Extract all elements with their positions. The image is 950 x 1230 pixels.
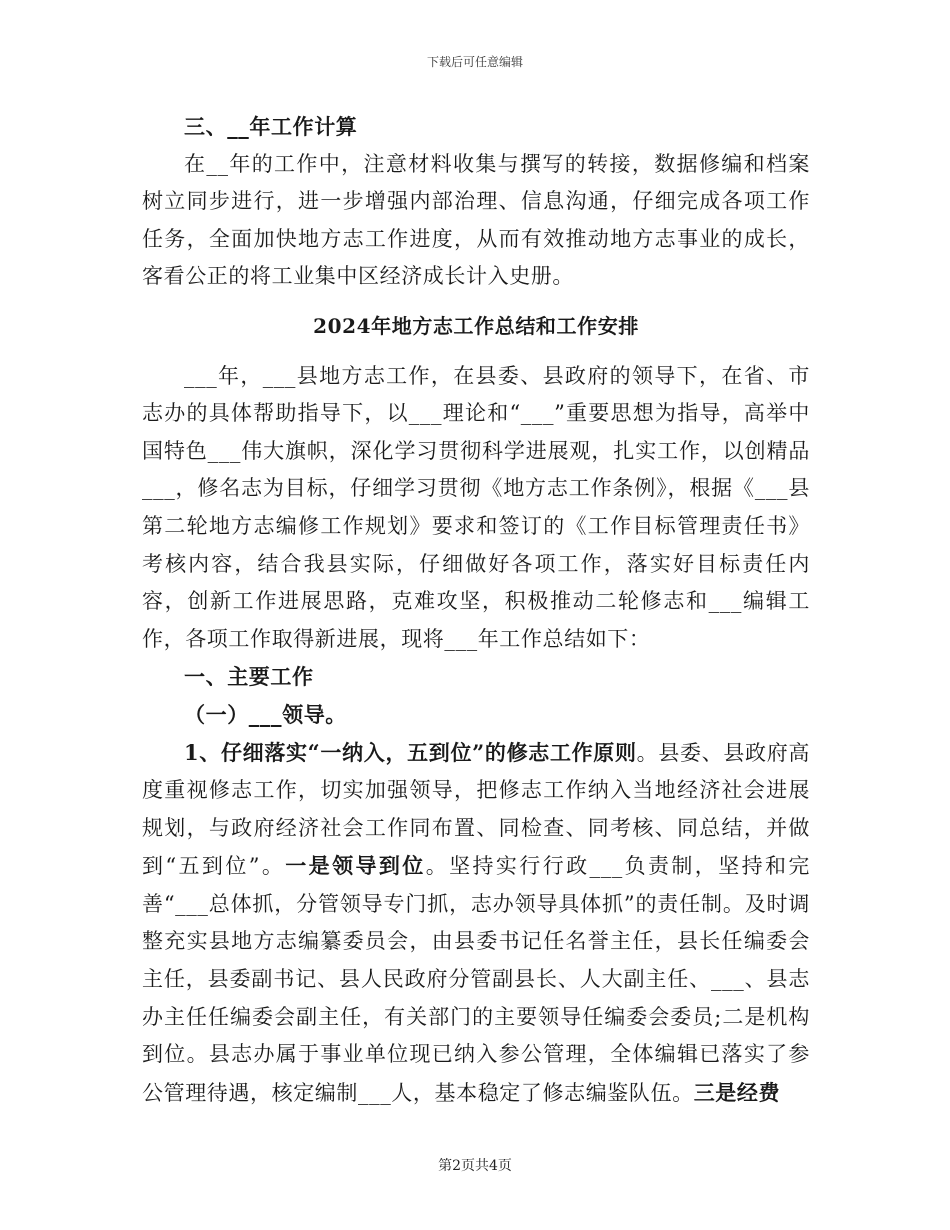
item1-text-a: 。县委、县政府高度重视修志工作，切实加强领导，把修志工作纳入当地经济社会进展规划，与政府经济社会工作同布置、同检查、同考核、同总结，并做到“五到位”。 [142,740,810,879]
intro-paragraph: ___年，___县地方志工作，在县委、县政府的领导下，在省、市志办的具体帮助指导下，以___理论和“___”重要思想为指导，高举中国特色___伟大旗帜，深化学习贯彻科学进展观，扎实工作，以创精品___，修名志为目标，仔细学习贯彻《地方志工作条例》，根据《___县第二轮地方志编修工作规划》要求和签订的《工作目标管理责任书》考核内容，结合我县实际，仔细做好各项工作，落实好目标责任内容，创新工作进展思路，克难攻坚，积极推动二轮修志和___编辑工作，各项工作取得新进展，现将___年工作总结如下： [142,363,810,651]
document-title: 2024年地方志工作总结和工作安排 [313,313,639,338]
document-body [142,108,810,1112]
section-plan-paragraph: 在__年的工作中，注意材料收集与撰写的转接，数据修编和档案树立同步进行，进一步增强内部治理、信息沟通，仔细完成各项工作任务，全面加快地方志工作进度，从而有效推动地方志事业的成长，客看公正的将工业集中区经济成长计入史册。 [142,151,810,289]
item1-bold-d: 三是经费 [693,1079,781,1105]
heading-main-work: 一、主要工作 [184,664,314,690]
item1-text-c: 。坚持实行行政___负责制，坚持和完善“___总体抓，分管领导专门抓，志办领导具体抓”的责任制。及时调整充实县地方志编纂委员会，由县委书记任名誉主任，县长任编委会主任，县委副书记、县人民政府分管副县长、人大副主任、___、县志办主任任编委会副主任，有关部门的主要领导任编委会委员;二是机构到位。县志办属于事业单位现已纳入参公管理，全体编辑已落实了参公管理待遇，核定编制___人，基本稳定了修志编鉴队伍。 [142,854,810,1105]
section-heading-plan: 三、__年工作计算 [184,114,358,139]
page-footer: 第2页共4页 [438,1158,512,1174]
page-header: 下载后可任意编辑 [426,55,523,69]
item1-paragraph [142,734,810,1113]
item1-bold-b: 一是领导到位 [285,853,426,879]
heading-leadership: （一）___领导。 [184,701,347,727]
item1-bold-lead: 1、仔细落实“一纳入，五到位”的修志工作原则 [184,739,637,765]
